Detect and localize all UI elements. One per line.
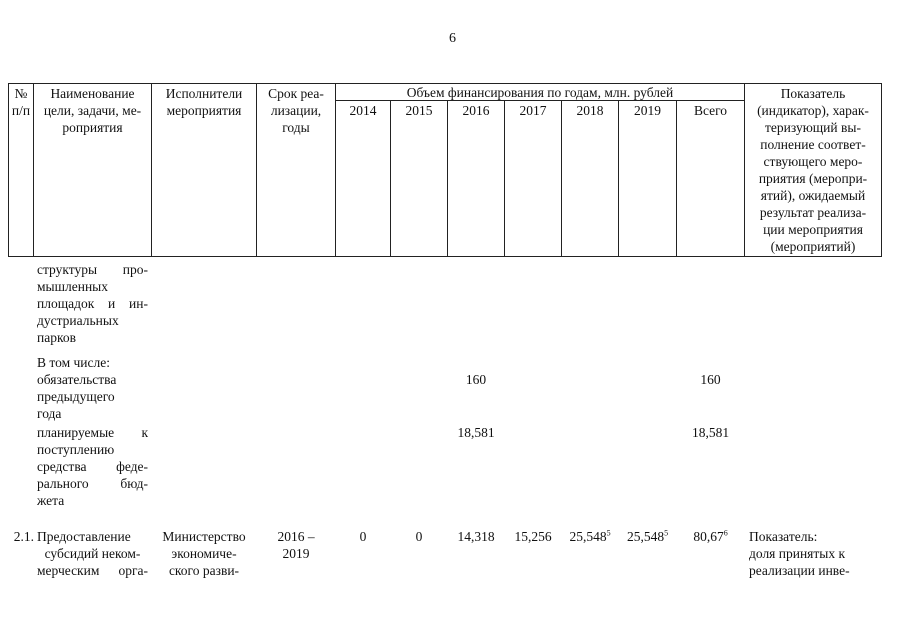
footnote-marker: 5 bbox=[664, 528, 669, 538]
header-cell-year-2016: 2016 bbox=[447, 100, 505, 257]
header-cell-year-2015: 2015 bbox=[390, 100, 448, 257]
header-cell-year-2014: 2014 bbox=[335, 100, 391, 257]
row-term: 2016 – 2019 bbox=[277, 529, 315, 561]
header-cell-year-2019: 2019 bbox=[618, 100, 677, 257]
footnote-marker: 6 bbox=[723, 528, 728, 538]
header-cell-number: № п/п bbox=[8, 83, 34, 257]
header-cell-total: Всего bbox=[676, 100, 745, 257]
page-number: 6 bbox=[449, 31, 456, 46]
row-number: 2.1. bbox=[13, 529, 34, 544]
row-name: Предоставление субсидий неком- мерческим орга- bbox=[37, 529, 148, 578]
header-cell-executors: Исполнители мероприятия bbox=[151, 83, 257, 257]
row-value-2015: 0 bbox=[415, 529, 423, 544]
planned-total: 18,581 bbox=[691, 425, 730, 440]
header-cell-indicator: Показатель (индикатор), харак- теризующий вы- полнение соответ- ствующего меро- приятия (меропри- ятий), ожидаемый результат реализа- ции мероприятия (мероприятий) bbox=[744, 83, 882, 257]
continuation-text: структуры про- мышленных площадок и ин- дустриальных парков bbox=[37, 262, 148, 345]
obligations-2016: 160 bbox=[465, 372, 487, 387]
obligations-total: 160 bbox=[700, 372, 721, 387]
row-indicator: Показатель: доля принятых к реализации инве- bbox=[749, 529, 850, 578]
row-value-2019: 25,548$^5$ bbox=[626, 528, 669, 544]
header-cell-funding-title: Объем финансирования по годам, млн. рублей bbox=[335, 83, 745, 101]
including-label: В том числе: bbox=[37, 355, 110, 370]
planned-label: планируемые к поступлению средства феде- рального бюд- жета bbox=[37, 425, 148, 508]
row-value-2018: 25,548$^5$ bbox=[569, 528, 611, 544]
header-cell-name: Наименование цели, задачи, ме- роприятия bbox=[33, 83, 152, 257]
header-cell-year-2018: 2018 bbox=[561, 100, 619, 257]
row-executor: Министерство экономиче- ского разви- bbox=[162, 529, 246, 578]
row-value-2014: 0 bbox=[359, 529, 367, 544]
header-cell-term: Срок реа- лизации, годы bbox=[256, 83, 336, 257]
row-value-total: 80,67$^6$ bbox=[693, 528, 728, 544]
planned-2016: 18,581 bbox=[457, 425, 495, 440]
footnote-marker: 5 bbox=[606, 528, 611, 538]
header-cell-year-2017: 2017 bbox=[504, 100, 562, 257]
row-value-2017: 15,256 bbox=[514, 529, 552, 544]
row-value-2016: 14,318 bbox=[457, 529, 495, 544]
obligations-label: обязательства предыдущего года bbox=[37, 372, 117, 421]
